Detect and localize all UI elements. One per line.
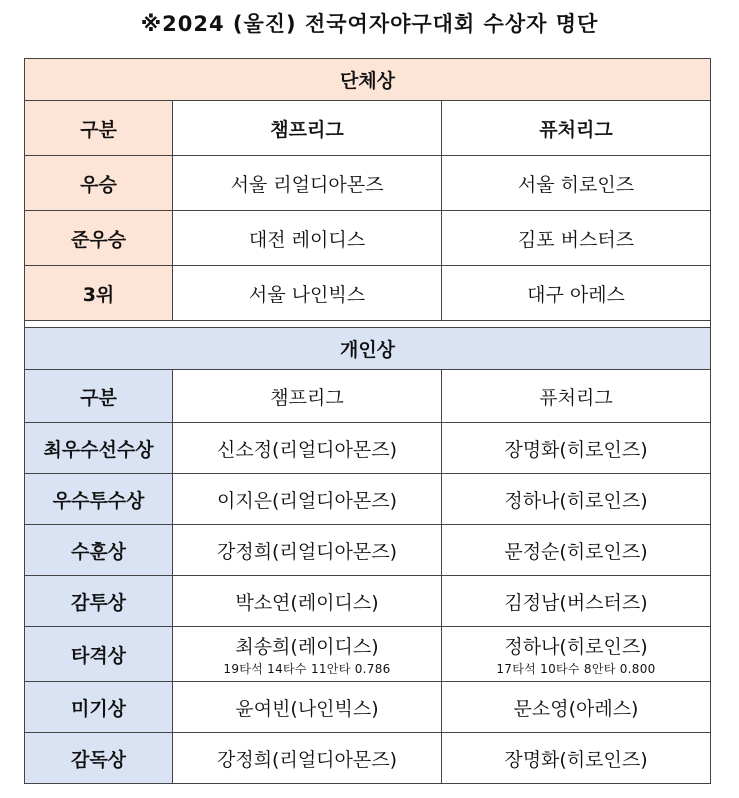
table-row — [25, 682, 711, 733]
champ-winner: 신소정(리얼디아몬즈) — [173, 423, 442, 474]
table-row — [25, 627, 711, 682]
table-row — [25, 474, 711, 525]
award-category: 감독상 — [25, 733, 173, 784]
column-header-future-league: 퓨처리그 — [442, 370, 711, 423]
future-winner: 김정남(버스터즈) — [442, 576, 711, 627]
future-winner: 장명화(히로인즈) — [442, 733, 711, 784]
future-winner-cell — [442, 627, 711, 682]
award-category: 타격상 — [25, 627, 173, 682]
table-row — [25, 423, 711, 474]
champ-winner: 강정희(리얼디아몬즈) — [173, 525, 442, 576]
award-category: 수훈상 — [25, 525, 173, 576]
champ-winner: 서울 리얼디아몬즈 — [173, 156, 442, 211]
column-header-category: 구분 — [25, 370, 173, 423]
table-row — [25, 156, 711, 211]
champ-winner: 강정희(리얼디아몬즈) — [173, 733, 442, 784]
team-section-header — [25, 59, 711, 101]
section-divider — [25, 321, 711, 328]
champ-winner: 이지은(리얼디아몬즈) — [173, 474, 442, 525]
individual-section-header — [25, 328, 711, 370]
future-winner: 문소영(아레스) — [442, 682, 711, 733]
champ-winner: 서울 나인빅스 — [173, 266, 442, 321]
award-category: 우수투수상 — [25, 474, 173, 525]
future-winner: 장명화(히로인즈) — [442, 423, 711, 474]
table-row — [25, 525, 711, 576]
individual-column-headers — [25, 370, 711, 423]
individual-section-label: 개인상 — [25, 328, 711, 370]
future-batting-stats: 17타석 10타수 8안타 0.800 — [496, 661, 656, 676]
champ-winner: 윤여빈(나인빅스) — [173, 682, 442, 733]
awards-table — [24, 58, 711, 784]
future-winner: 문정순(히로인즈) — [442, 525, 711, 576]
award-category: 준우승 — [25, 211, 173, 266]
table-row — [25, 733, 711, 784]
column-header-category: 구분 — [25, 101, 173, 156]
table-row — [25, 266, 711, 321]
table-row — [25, 211, 711, 266]
future-winner: 대구 아레스 — [442, 266, 711, 321]
champ-winner-cell — [173, 627, 442, 682]
champ-winner: 최송희(레이디스) — [235, 635, 379, 658]
table-row — [25, 576, 711, 627]
column-header-champ-league: 챔프리그 — [173, 101, 442, 156]
column-header-champ-league: 챔프리그 — [173, 370, 442, 423]
future-winner: 정하나(히로인즈) — [504, 635, 648, 658]
award-category: 3위 — [25, 266, 173, 321]
champ-winner: 대전 레이디스 — [173, 211, 442, 266]
champ-winner: 박소연(레이디스) — [173, 576, 442, 627]
column-header-future-league: 퓨처리그 — [442, 101, 711, 156]
page-title: ※2024 (울진) 전국여자야구대회 수상자 명단 — [140, 12, 599, 36]
team-section-label: 단체상 — [25, 59, 711, 101]
future-winner: 정하나(히로인즈) — [442, 474, 711, 525]
award-category: 미기상 — [25, 682, 173, 733]
award-category: 우승 — [25, 156, 173, 211]
future-winner: 김포 버스터즈 — [442, 211, 711, 266]
team-column-headers — [25, 101, 711, 156]
champ-batting-stats: 19타석 14타수 11안타 0.786 — [223, 661, 391, 676]
award-category: 감투상 — [25, 576, 173, 627]
future-winner: 서울 히로인즈 — [442, 156, 711, 211]
award-category: 최우수선수상 — [25, 423, 173, 474]
